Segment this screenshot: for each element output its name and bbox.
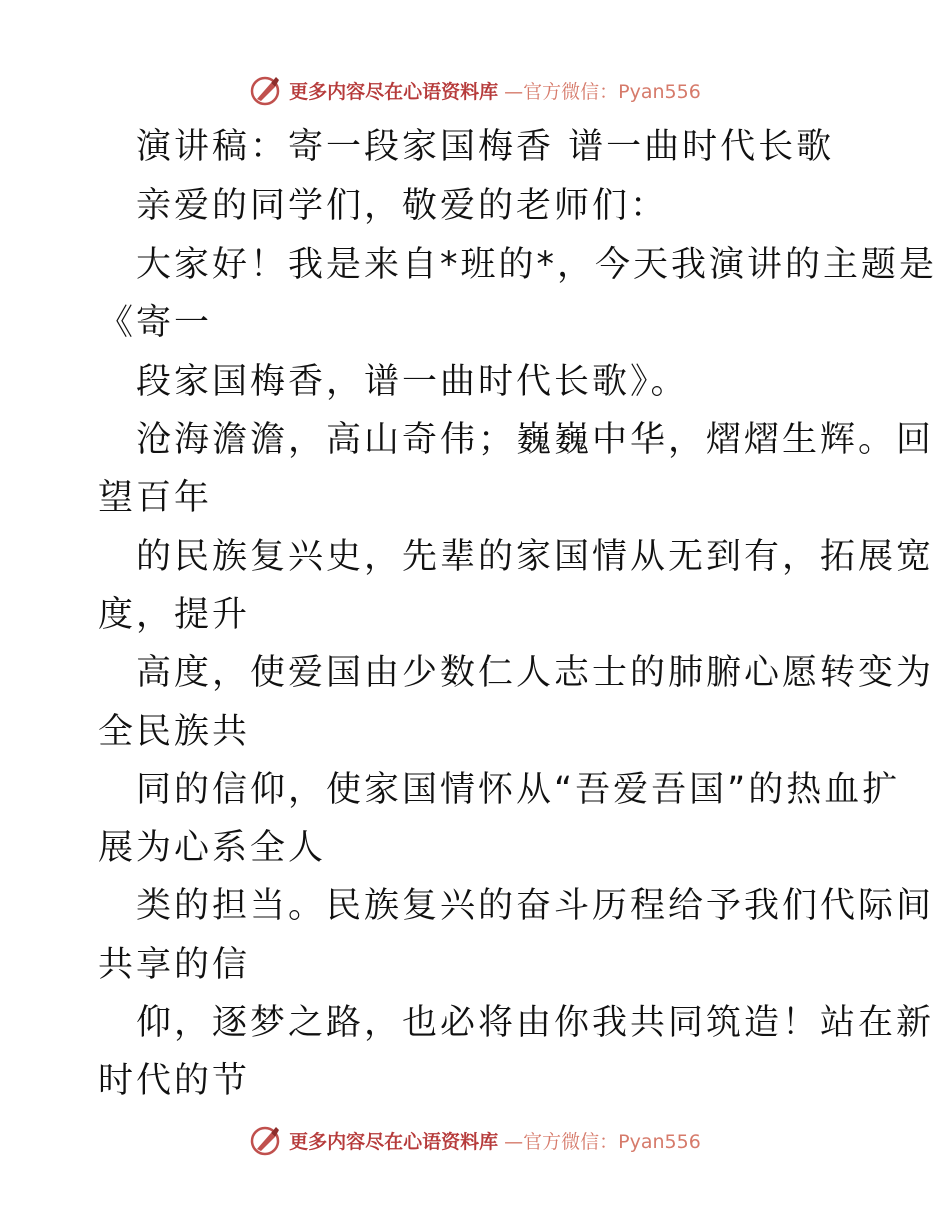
text-line: 展为心系全人 — [98, 828, 327, 868]
text-line: 仰，逐梦之路，也必将由你我共同筑造！站在新 — [136, 1003, 935, 1043]
text-line: 沧海澹澹，高山奇伟；巍巍中华，熠熠生辉。回 — [136, 420, 935, 460]
footer-banner-text: 更多内容尽在心语资料库 — [289, 1130, 499, 1153]
text-line: 时代的节 — [98, 1061, 251, 1101]
header-banner — [0, 70, 950, 110]
text-line: 共享的信 — [98, 945, 251, 985]
text-line: 段家国梅香，谱一曲时代长歌》。 — [136, 362, 689, 402]
text-line: 的民族复兴史，先辈的家国情从无到有，拓展宽 — [136, 537, 935, 577]
header-banner-text: 更多内容尽在心语资料库 — [289, 80, 499, 103]
pen-logo-icon — [249, 73, 283, 107]
text-line: 高度，使爱国由少数仁人志士的肺腑心愿转变为 — [136, 653, 935, 693]
footer-banner — [0, 1120, 950, 1160]
text-line: 类的担当。民族复兴的奋斗历程给予我们代际间 — [136, 886, 935, 926]
text-line: 《寄一 — [98, 303, 213, 343]
text-line: 全民族共 — [98, 712, 251, 752]
footer-banner-contact: —官方微信：Pyan556 — [504, 1130, 701, 1153]
text-line: 亲爱的同学们，敬爱的老师们： — [136, 186, 669, 226]
text-line: 望百年 — [98, 478, 213, 518]
pen-logo-icon — [249, 1123, 283, 1157]
header-banner-contact: —官方微信：Pyan556 — [504, 80, 701, 103]
text-line: 度，提升 — [98, 595, 251, 635]
speech-title: 演讲稿：寄一段家国梅香 谱一曲时代长歌 — [136, 127, 835, 167]
text-line: 同的信仰，使家国情怀从“吾爱吾国”的热血扩 — [136, 770, 901, 810]
text-line: 大家好！我是来自*班的*，今天我演讲的主题是 — [136, 245, 938, 285]
